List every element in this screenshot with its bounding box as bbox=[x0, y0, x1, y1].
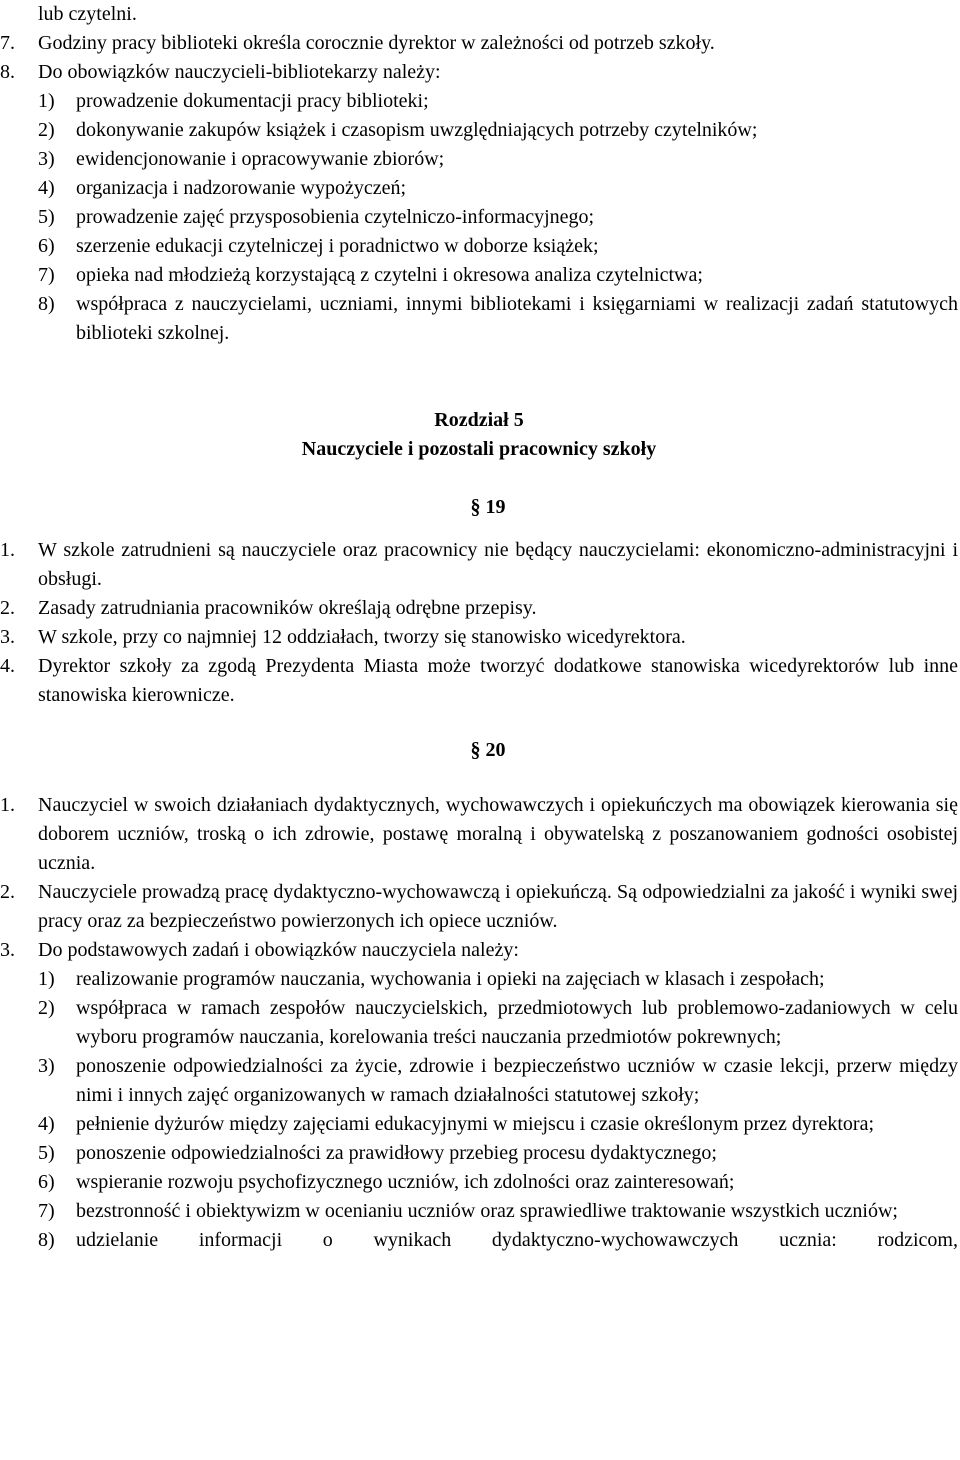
list-item bbox=[38, 232, 958, 261]
list-item-number: 4) bbox=[38, 177, 55, 199]
list-item-number: 7) bbox=[38, 1200, 55, 1222]
list-item-number: 6) bbox=[38, 1171, 55, 1193]
list-item bbox=[38, 203, 958, 232]
paragraph-7: 7. Godziny pracy biblioteki określa corocznie dyrektor w zależności od potrzeb szkoły. bbox=[38, 29, 958, 58]
list-item-number: 7) bbox=[38, 264, 55, 286]
list-item bbox=[38, 965, 958, 994]
paragraph-text: W szkole, przy co najmniej 12 oddziałach, tworzy się stanowisko wicedyrektora. bbox=[38, 626, 686, 648]
chapter-title: Nauczyciele i pozostali pracownicy szkoły bbox=[301, 438, 657, 460]
list-item-number: 2) bbox=[38, 119, 55, 141]
carry-over-text: lub czytelni. bbox=[38, 3, 137, 25]
list-item-text: udzielanie informacji o wynikach dydaktyczno-wychowawczych ucznia: rodzicom, bbox=[76, 1229, 958, 1251]
paragraph-text: Nauczyciele prowadzą pracę dydaktyczno-wychowawczą i opiekuńczą. Są odpowiedzialni za jakość i wyniki swej pracy oraz za bezpieczeństwo powierzonych ich opiece uczniów. bbox=[38, 881, 958, 932]
list-item-number: 6) bbox=[38, 235, 55, 257]
list-item-text: ponoszenie odpowiedzialności za prawidłowy przebieg procesu dydaktycznego; bbox=[76, 1142, 717, 1164]
list-item bbox=[38, 1052, 958, 1110]
list-item-text: współpraca z nauczycielami, uczniami, innymi bibliotekami i księgarniami w realizacji zadań statutowych biblioteki szkolnej. bbox=[76, 293, 958, 344]
list-item-text: prowadzenie zajęć przysposobienia czytelniczo-informacyjnego; bbox=[76, 206, 595, 228]
list-item bbox=[38, 174, 958, 203]
list-item-text: ewidencjonowanie i opracowywanie zbiorów; bbox=[76, 148, 445, 170]
paragraph-text: Zasady zatrudniania pracowników określają odrębne przepisy. bbox=[38, 597, 537, 619]
list-item-text: wspieranie rozwoju psychofizycznego uczniów, ich zdolności oraz zainteresowań; bbox=[76, 1171, 735, 1193]
paragraph-text: Nauczyciel w swoich działaniach dydaktycznych, wychowawczych i opiekuńczych ma obowiązek kierowania się doborem uczniów, troską o ich zdrowie, postawę moralną i obywatelską z poszanowaniem godności osobistej ucznia. bbox=[38, 794, 958, 874]
list-item bbox=[38, 116, 958, 145]
list-item-number: 3) bbox=[38, 148, 55, 170]
list-item bbox=[38, 1197, 958, 1226]
list-item-number: 1) bbox=[38, 90, 55, 112]
list-item-text: pełnienie dyżurów między zajęciami edukacyjnymi w miejscu i czasie określonym przez dyrektora; bbox=[76, 1113, 875, 1135]
list-item bbox=[38, 145, 958, 174]
paragraph: 3. Do podstawowych zadań i obowiązków nauczyciela należy: 1) realizowanie programów nauczania, wychowania i opieki na zajęciach w klasach i zespołach; 2) współpraca w ramach zespołów nauczycielskich, przedmiotowych lub problemowo-zadaniowych w celu wyboru programów nauczania, korelowania treści nauczania przedmiotów pokrewnych; 3) ponoszenie odpowiedzialności za życie, zdrowie i bezpieczeństwo uczniów w czasie lekcji, przerw między nimi i innych zajęć organizowanych w ramach działalności statutowej szkoły; 4) pełnienie dyżurów między zajęciami edukacyjnymi w miejscu i czasie określonym przez dyrektora; 5) ponoszenie odpowiedzialności za prawidłowy przebieg procesu dydaktycznego; 6) wspieranie rozwoju psychofizycznego uczniów, ich zdolności oraz zainteresowań; 7) bezstronność i obiektywizm w ocenianiu uczniów oraz sprawiedliwe traktowanie wszystkich uczniów; 8) udzielanie informacji o wynikach dydaktyczno-wychowawczych ucznia: rodzicom, bbox=[38, 936, 958, 1255]
list-item-text: ponoszenie odpowiedzialności za życie, zdrowie i bezpieczeństwo uczniów w czasie lekcji, przerw między nimi i innych zajęć organizowanych w ramach działalności statutowej szkoły; bbox=[76, 1055, 958, 1106]
list-item-text: realizowanie programów nauczania, wychowania i opieki na zajęciach w klasach i zespołach; bbox=[76, 968, 825, 990]
list-item-text: bezstronność i obiektywizm w ocenianiu uczniów oraz sprawiedliwe traktowanie wszystkich uczniów; bbox=[76, 1200, 898, 1222]
list-item-text: dokonywanie zakupów książek i czasopism uwzględniających potrzeby czytelników; bbox=[76, 119, 758, 141]
list-item-number: 8) bbox=[38, 1229, 55, 1251]
list-item bbox=[38, 87, 958, 116]
section-number: 19 bbox=[485, 496, 506, 518]
list-item bbox=[38, 994, 958, 1052]
section-sign: § bbox=[470, 738, 481, 762]
list-item-number: 1) bbox=[38, 968, 55, 990]
list-item-text: współpraca w ramach zespołów nauczycielskich, przedmiotowych lub problemowo-zadaniowych w celu wyboru programów nauczania, korelowania treści nauczania przedmiotów pokrewnych; bbox=[76, 997, 958, 1048]
list-item-number: 8) bbox=[38, 293, 55, 315]
paragraph: 2. Zasady zatrudniania pracowników określają odrębne przepisy. bbox=[38, 594, 958, 623]
paragraph: 1. Nauczyciel w swoich działaniach dydaktycznych, wychowawczych i opiekuńczych ma obowiązek kierowania się doborem uczniów, troską o ich zdrowie, postawę moralną i obywatelską z poszanowaniem godności osobistej ucznia. bbox=[38, 791, 958, 878]
paragraph: 3. W szkole, przy co najmniej 12 oddziałach, tworzy się stanowisko wicedyrektora. bbox=[38, 623, 958, 652]
list-item bbox=[38, 261, 958, 290]
list-item-text: prowadzenie dokumentacji pracy biblioteki; bbox=[76, 90, 429, 112]
paragraph-text: Dyrektor szkoły za zgodą Prezydenta Miasta może tworzyć dodatkowe stanowiska wicedyrektorów lub inne stanowiska kierownicze. bbox=[38, 655, 958, 706]
list-item bbox=[38, 1226, 958, 1255]
list-item bbox=[38, 1110, 958, 1139]
list-item-number: 3) bbox=[38, 1055, 55, 1077]
list-item bbox=[38, 290, 958, 348]
paragraph-8: 8. Do obowiązków nauczycieli-bibliotekarzy należy: 1) prowadzenie dokumentacji pracy biblioteki; 2) dokonywanie zakupów książek i czasopism uwzględniających potrzeby czytelników; 3) ewidencjonowanie i opracowywanie zbiorów; 4) organizacja i nadzorowanie wypożyczeń; 5) prowadzenie zajęć przysposobienia czytelniczo-informacyjnego; 6) szerzenie edukacji czytelniczej i poradnictwo w doborze książek; 7) opieka nad młodzieżą korzystającą z czytelni i okresowa analiza czytelnictwa; 8) współpraca z nauczycielami, uczniami, innymi bibliotekami i księgarniami w realizacji zadań statutowych biblioteki szkolnej. bbox=[38, 58, 958, 348]
list-item-text: szerzenie edukacji czytelniczej i poradnictwo w doborze książek; bbox=[76, 235, 599, 257]
section-number: 20 bbox=[485, 739, 506, 761]
paragraph: 2. Nauczyciele prowadzą pracę dydaktyczno-wychowawczą i opiekuńczą. Są odpowiedzialni za jakość i wyniki swej pracy oraz za bezpieczeństwo powierzonych ich opiece uczniów. bbox=[38, 878, 958, 936]
chapter-label: Rozdział 5 bbox=[434, 409, 524, 431]
paragraph: 1. W szkole zatrudnieni są nauczyciele oraz pracownicy nie będący nauczycielami: ekonomiczno-administracyjni i obsługi. bbox=[38, 536, 958, 594]
list-item-number: 2) bbox=[38, 997, 55, 1019]
list-item bbox=[38, 1139, 958, 1168]
list-item-number: 5) bbox=[38, 206, 55, 228]
paragraph-text: Do obowiązków nauczycieli-bibliotekarzy należy: bbox=[38, 61, 441, 83]
paragraph: 4. Dyrektor szkoły za zgodą Prezydenta Miasta może tworzyć dodatkowe stanowiska wicedyrektorów lub inne stanowiska kierownicze. bbox=[38, 652, 958, 710]
paragraph-text: W szkole zatrudnieni są nauczyciele oraz pracownicy nie będący nauczycielami: ekonomiczno-administracyjni i obsługi. bbox=[38, 539, 958, 590]
list-item bbox=[38, 1168, 958, 1197]
section-sign: § bbox=[470, 495, 481, 519]
list-item-number: 5) bbox=[38, 1142, 55, 1164]
list-item-number: 4) bbox=[38, 1113, 55, 1135]
list-item-text: organizacja i nadzorowanie wypożyczeń; bbox=[76, 177, 407, 199]
paragraph-text: Do podstawowych zadań i obowiązków nauczyciela należy: bbox=[38, 939, 519, 961]
list-item-text: opieka nad młodzieżą korzystającą z czytelni i okresowa analiza czytelnictwa; bbox=[76, 264, 703, 286]
section-heading-20 bbox=[0, 736, 958, 765]
section-heading-19 bbox=[0, 493, 958, 522]
paragraph-text: Godziny pracy biblioteki określa corocznie dyrektor w zależności od potrzeb szkoły. bbox=[38, 32, 715, 54]
